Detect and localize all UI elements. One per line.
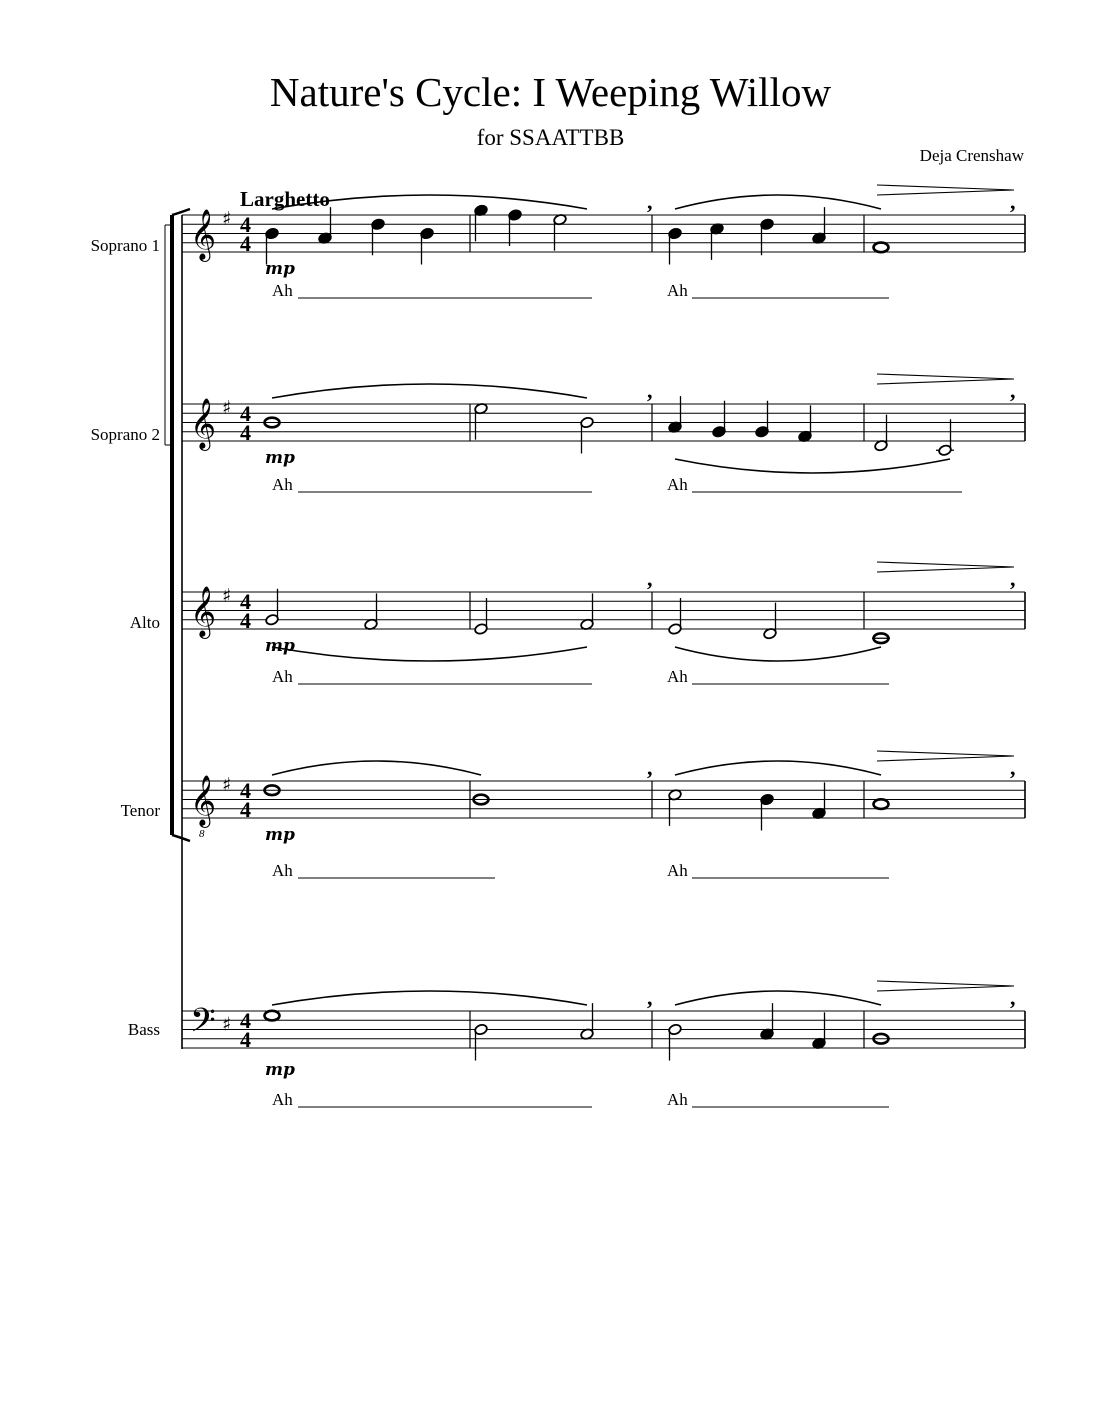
note — [763, 603, 777, 640]
note — [760, 1003, 774, 1040]
sharp-icon: ♯ — [222, 397, 232, 419]
lyric-syllable: Ah — [667, 475, 688, 494]
treble-clef-icon: 𝄞 — [190, 775, 217, 826]
note — [318, 207, 332, 244]
time-sig-numerator: 4 — [240, 401, 251, 426]
note — [580, 416, 594, 453]
treble-clef-icon: 𝄞 — [190, 209, 217, 260]
slur — [272, 647, 587, 661]
note — [755, 401, 769, 438]
staff-alto — [182, 562, 1025, 686]
slur — [272, 195, 587, 209]
staff-name-tenor: Tenor — [120, 801, 160, 820]
slur — [272, 991, 587, 1005]
note — [474, 598, 488, 635]
note — [812, 207, 826, 244]
note — [474, 1023, 488, 1060]
lyric-syllable: Ah — [667, 667, 688, 686]
note — [812, 782, 826, 819]
note — [812, 1012, 826, 1049]
decrescendo-hairpin — [877, 374, 1014, 384]
time-sig-numerator: 4 — [240, 778, 251, 803]
dynamic-marking: mp — [265, 259, 295, 279]
staff-name-alto: Alto — [129, 613, 160, 632]
lyric-syllable: Ah — [272, 281, 293, 300]
breath-mark-icon: , — [647, 566, 653, 591]
lyric-syllable: Ah — [272, 861, 293, 880]
dynamic-marking: mp — [265, 1060, 295, 1080]
score-subtitle: for SSAATTBB — [476, 125, 625, 150]
note — [580, 593, 594, 630]
note — [668, 598, 682, 635]
note — [936, 419, 954, 456]
treble-clef-icon: 𝄞 — [190, 398, 217, 449]
note — [872, 633, 890, 643]
note — [668, 227, 682, 264]
octave-down-marker: 8 — [199, 828, 205, 840]
note — [710, 223, 724, 260]
time-sig-denominator: 4 — [240, 231, 251, 256]
note — [474, 204, 488, 241]
note — [874, 243, 889, 253]
lyric-syllable: Ah — [667, 861, 688, 880]
slur — [272, 761, 481, 775]
time-sig-denominator: 4 — [240, 420, 251, 445]
breath-mark-icon: , — [647, 189, 653, 214]
note — [364, 593, 378, 630]
staff-name-bass: Bass — [127, 1020, 160, 1039]
composer-name: Deja Crenshaw — [919, 146, 1024, 165]
dynamic-marking: mp — [265, 636, 295, 656]
breath-mark-icon: , — [647, 755, 653, 780]
note — [874, 799, 889, 809]
note — [420, 227, 434, 264]
time-sig-denominator: 4 — [240, 797, 251, 822]
sharp-icon: ♯ — [222, 585, 232, 607]
staff-bass — [182, 981, 1025, 1109]
time-sig-numerator: 4 — [240, 589, 251, 614]
slur — [675, 459, 950, 473]
soprano-bracket-ends — [165, 225, 170, 445]
decrescendo-hairpin — [877, 562, 1014, 572]
treble-clef-icon: 𝄞 — [190, 586, 217, 637]
decrescendo-hairpin — [877, 185, 1014, 195]
breath-mark-icon: , — [1010, 755, 1016, 780]
note — [265, 1011, 280, 1021]
slur — [675, 647, 881, 661]
breath-mark-icon: , — [647, 378, 653, 403]
staff-soprano-1 — [182, 185, 1025, 300]
note — [371, 218, 385, 255]
breath-mark-icon: , — [1010, 985, 1016, 1010]
decrescendo-hairpin — [877, 751, 1014, 761]
breath-mark-icon: , — [1010, 566, 1016, 591]
time-sig-denominator: 4 — [240, 1027, 251, 1052]
note — [265, 589, 279, 626]
sharp-icon: ♯ — [222, 1013, 232, 1036]
time-sig-numerator: 4 — [240, 212, 251, 237]
staff-name-soprano-1: Soprano 1 — [90, 236, 160, 255]
sharp-icon: ♯ — [222, 774, 232, 796]
time-sig-numerator: 4 — [240, 1008, 251, 1033]
lyric-syllable: Ah — [272, 667, 293, 686]
note — [668, 396, 682, 433]
lyric-syllable: Ah — [667, 1090, 688, 1109]
lyric-syllable: Ah — [667, 281, 688, 300]
decrescendo-hairpin — [877, 981, 1014, 991]
slur — [675, 761, 881, 775]
slur — [675, 991, 881, 1005]
lyric-syllable: Ah — [272, 1090, 293, 1109]
sharp-icon: ♯ — [222, 208, 232, 230]
staff-tenor — [182, 751, 1025, 880]
score-title: Nature's Cycle: I Weeping Willow — [269, 69, 832, 115]
bass-clef-icon: 𝄢 — [190, 1002, 216, 1048]
staff-name-soprano-2: Soprano 2 — [90, 425, 160, 444]
time-sig-denominator: 4 — [240, 608, 251, 633]
lyric-syllable: Ah — [272, 475, 293, 494]
note — [712, 401, 726, 438]
note — [874, 415, 888, 452]
note — [760, 218, 774, 255]
note — [580, 1003, 594, 1040]
note — [798, 405, 812, 442]
staff-soprano-2 — [182, 374, 1025, 494]
note — [474, 402, 488, 439]
tempo-marking: Larghetto — [240, 187, 330, 211]
breath-mark-icon: , — [1010, 378, 1016, 403]
slur — [272, 384, 587, 398]
note — [668, 789, 682, 826]
note — [508, 209, 522, 246]
dynamic-marking: mp — [265, 825, 295, 845]
note — [668, 1023, 682, 1060]
dynamic-marking: mp — [265, 448, 295, 468]
breath-mark-icon: , — [647, 985, 653, 1010]
breath-mark-icon: , — [1010, 189, 1016, 214]
note — [553, 213, 567, 250]
bracket-hooks — [172, 209, 190, 841]
slur — [675, 195, 881, 209]
note — [760, 793, 774, 830]
